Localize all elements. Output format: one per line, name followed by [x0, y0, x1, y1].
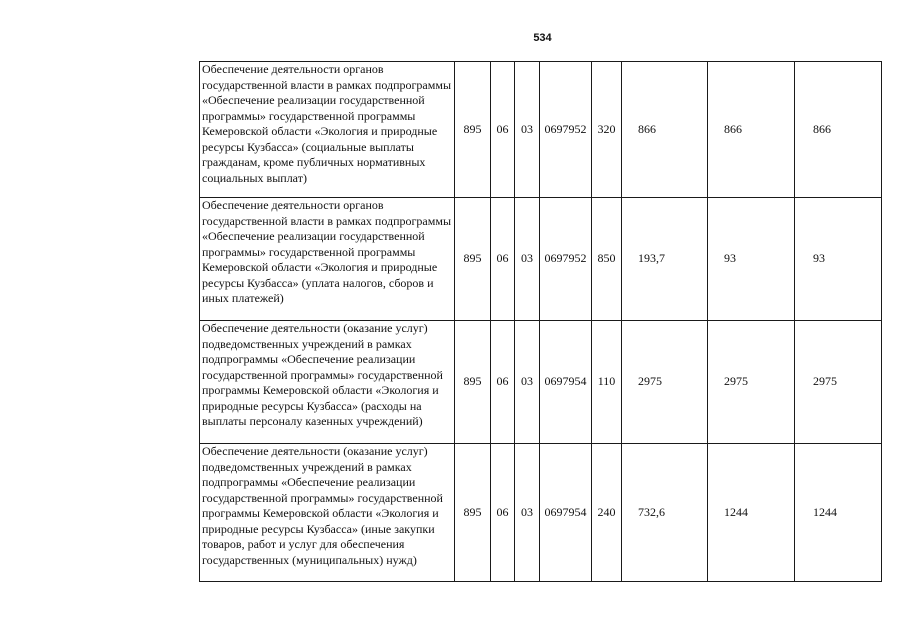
expense-type-code: 320	[592, 62, 622, 198]
row-description: Обеспечение деятельности (оказание услуг) подведомственных учреждений в рамках подпрограммы «Обеспечение реализации государственной программы» государственной программы Кемеровской области «Экология и природные ресурсы Кузбасса» (иные закупки товаров, работ и услуг для обеспечения государственных (муниципальных) нужд)	[200, 444, 455, 582]
section-code: 06	[491, 62, 515, 198]
table-row	[200, 444, 882, 582]
table-row	[200, 198, 882, 321]
target-article-code: 0697952	[540, 62, 592, 198]
subsection-code: 03	[515, 321, 540, 444]
row-description: Обеспечение деятельности органов государственной власти в рамках подпрограммы «Обеспечение реализации государственной программы» государственной программы Кемеровской области «Экология и природные ресурсы Кузбасса» (социальные выплаты гражданам, кроме публичных нормативных социальных выплат)	[200, 62, 455, 198]
amount-year-2: 866	[708, 62, 795, 198]
section-code: 06	[491, 321, 515, 444]
amount-year-3: 866	[795, 62, 882, 198]
subsection-code: 03	[515, 198, 540, 321]
amount-year-2: 1244	[708, 444, 795, 582]
expense-type-code: 110	[592, 321, 622, 444]
expense-type-code: 850	[592, 198, 622, 321]
expense-type-code: 240	[592, 444, 622, 582]
amount-year-2: 93	[708, 198, 795, 321]
amount-year-1: 2975	[622, 321, 708, 444]
section-code: 06	[491, 198, 515, 321]
row-description: Обеспечение деятельности (оказание услуг) подведомственных учреждений в рамках подпрограммы «Обеспечение реализации государственной программы» государственной программы Кемеровской области «Экология и природные ресурсы Кузбасса» (расходы на выплаты персоналу казенных учреждений)	[200, 321, 455, 444]
budget-table	[199, 61, 882, 582]
section-code: 06	[491, 444, 515, 582]
amount-year-2: 2975	[708, 321, 795, 444]
amount-year-3: 1244	[795, 444, 882, 582]
amount-year-1: 732,6	[622, 444, 708, 582]
amount-year-1: 193,7	[622, 198, 708, 321]
amount-year-3: 2975	[795, 321, 882, 444]
ministry-code: 895	[455, 444, 491, 582]
ministry-code: 895	[455, 62, 491, 198]
amount-year-3: 93	[795, 198, 882, 321]
ministry-code: 895	[455, 198, 491, 321]
ministry-code: 895	[455, 321, 491, 444]
table-row	[200, 321, 882, 444]
row-description: Обеспечение деятельности органов государственной власти в рамках подпрограммы «Обеспечение реализации государственной программы» государственной программы Кемеровской области «Экология и природные ресурсы Кузбасса» (уплата налогов, сборов и иных платежей)	[200, 198, 455, 321]
page-number: 534	[533, 32, 552, 44]
table-row	[200, 62, 882, 198]
target-article-code: 0697952	[540, 198, 592, 321]
target-article-code: 0697954	[540, 444, 592, 582]
subsection-code: 03	[515, 444, 540, 582]
target-article-code: 0697954	[540, 321, 592, 444]
amount-year-1: 866	[622, 62, 708, 198]
subsection-code: 03	[515, 62, 540, 198]
